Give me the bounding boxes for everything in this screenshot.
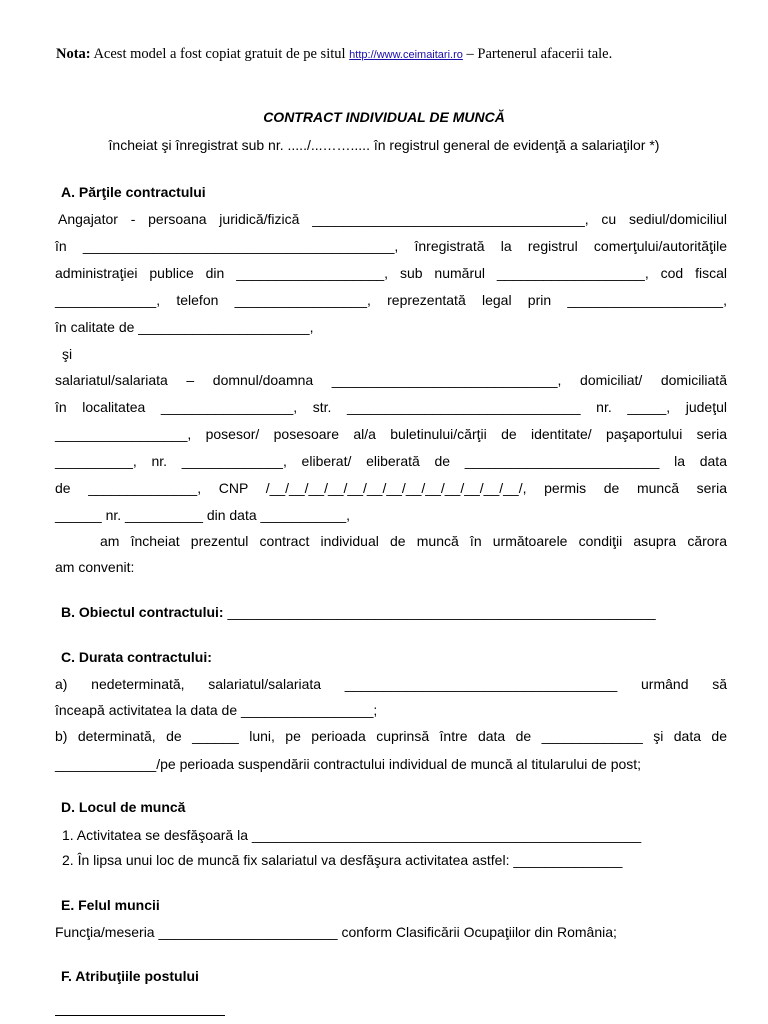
source-link[interactable]: http://www.ceimaitari.ro	[349, 49, 463, 61]
section-a-line: _________________, posesor/ posesoare al/a buletinului/cărţii de identitate/ paşaportului seria	[55, 426, 727, 442]
contract-subtitle: încheiat şi înregistrat sub nr. ...../...……..... în registrul general de evidenţă a salariaţilor *)	[108, 137, 660, 153]
section-b-heading: B. Obiectul contractului:	[61, 604, 228, 620]
section-a-line: salariatul/salariata – domnul/doamna _____________________________, domiciliat/ domiciliată	[55, 372, 727, 388]
section-a-heading: A. Părţile contractului	[61, 184, 206, 200]
note-line	[56, 46, 612, 63]
contract-title: CONTRACT INDIVIDUAL DE MUNCĂ	[263, 109, 505, 125]
note-tail: – Partenerul afacerii tale.	[462, 46, 613, 62]
section-f-heading: F. Atribuţiile postului	[61, 968, 199, 984]
section-a-line: Angajator - persoana juridică/fizică ___________________________________, cu sediul/domiciliul	[58, 211, 727, 227]
section-a-line: administraţiei publice din ___________________, sub numărul ___________________, cod fiscal	[55, 265, 727, 281]
section-a-line: am convenit:	[55, 559, 135, 575]
section-a-line: de ______________, CNP /__/__/__/__/__/__/__/__/__/__/__/__/__/, permis de muncă seria	[55, 480, 727, 496]
section-b-blank: _______________________________________________________	[227, 604, 656, 620]
section-d-line: 2. În lipsa unui loc de muncă fix salariatul va desfăşura activitatea astfel: ______________	[62, 852, 623, 868]
section-a-line: am încheiat prezentul contract individual de muncă în următoarele condiţii asupra cărora	[100, 533, 727, 549]
section-a-line: şi	[62, 346, 73, 362]
note-text: Acest model a fost copiat gratuit de pe situl	[90, 46, 350, 62]
section-c-heading: C. Durata contractului:	[61, 649, 212, 665]
section-a-line: în ________________________________________, înregistrată la registrul comerţului/autorităţile	[55, 238, 727, 254]
section-a-line: în calitate de ______________________,	[55, 319, 314, 335]
section-d-heading: D. Locul de muncă	[61, 799, 186, 815]
section-e-line: Funcţia/meseria _______________________ conform Clasificării Ocupaţiilor din România;	[55, 924, 617, 940]
note-label: Nota:	[56, 46, 91, 62]
section-c-line: _____________/pe perioada suspendării contractului individual de muncă al titularului de post;	[55, 756, 642, 772]
section-a-line: în localitatea _________________, str. ______________________________ nr. _____, judeţul	[55, 399, 727, 415]
section-e-heading: E. Felul muncii	[61, 897, 160, 913]
section-b	[61, 604, 656, 620]
footnote-rule	[55, 1015, 225, 1016]
section-a-line: __________, nr. _____________, eliberat/ eliberată de _________________________ la data	[55, 453, 727, 469]
section-c-line: b) determinată, de ______ luni, pe perioada cuprinsă între data de _____________ şi data de	[55, 728, 727, 744]
section-a-line: _____________, telefon _________________, reprezentată legal prin ____________________,	[55, 292, 727, 308]
section-c-line: înceapă activitatea la data de _________________;	[55, 702, 378, 718]
section-c-line: a) nedeterminată, salariatul/salariata ___________________________________ urmând să	[55, 676, 727, 692]
section-d-line: 1. Activitatea se desfăşoară la __________________________________________________	[62, 827, 642, 843]
section-a-line: ______ nr. __________ din data ___________,	[55, 507, 351, 523]
